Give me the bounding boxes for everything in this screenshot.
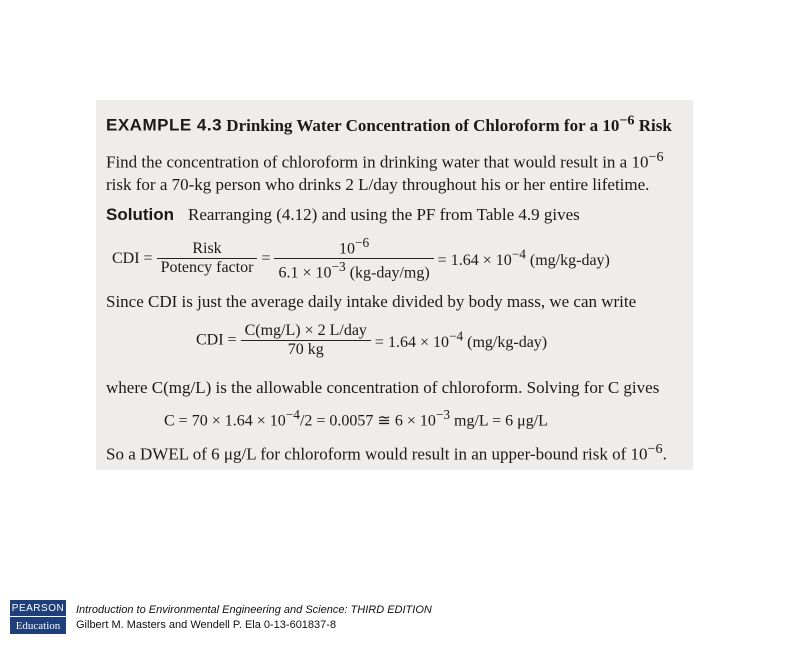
solving-line: where C(mg/L) is the allowable concentration of chloroform. Solving for C gives [106,378,660,397]
textbook-example-scan [96,100,693,470]
conclusion-line: So a DWEL of 6 μg/L for chloroform would result in an upper-bound risk of $10^{-6}$. [106,441,667,464]
explanation-line: Since CDI is just the average daily intake divided by body mass, we can write [106,292,637,311]
book-authors: Gilbert M. Masters and Wendell P. Ela 0-13-601837-8 [76,619,337,631]
example-label: EXAMPLE 4.3 [106,115,223,135]
pearson-education-logo: PEARSON Education [10,600,66,634]
example-heading: Drinking Water Concentration of Chloroform for a $10^{-6}$ Risk [226,112,672,135]
book-citation [76,603,432,633]
equation-concentration-result: $C = 70 \times 1.64 \times 10^{-4}/2 = 0.0057$ ≅ $6 \times 10^{-3}$ mg/L = 6 μg/L [164,407,548,430]
problem-statement: Find the concentration of chloroform in drinking water that would result in a $10^{-6}$ risk for a 70-kg person who drinks 2 L/day throughout his or her entire lifetime. [106,149,664,194]
solution-intro: Solution Rearranging (4.12) and using the PF from Table 4.9 gives [106,205,580,224]
example-title [106,112,672,136]
equation-cdi-risk: CDI = $\frac{\text{Risk}}{\text{Potency factor}}$ = $\frac{10^{-6}}{6.1 \times 10^{-3} (kg-day/mg)}$ = $1.64 \times 10^{-4}$ (mg/kg-day) [112,235,610,282]
book-title: Introduction to Environmental Engineering and Science: THIRD EDITION [76,604,432,616]
equation-cdi-concentration: CDI = $\frac{\text{C(mg/L) × 2 L/day}}{70 kg}$ = $1.64 \times 10^{-4}$ (mg/kg-day) [196,322,548,358]
solution-label: Solution [106,205,174,224]
